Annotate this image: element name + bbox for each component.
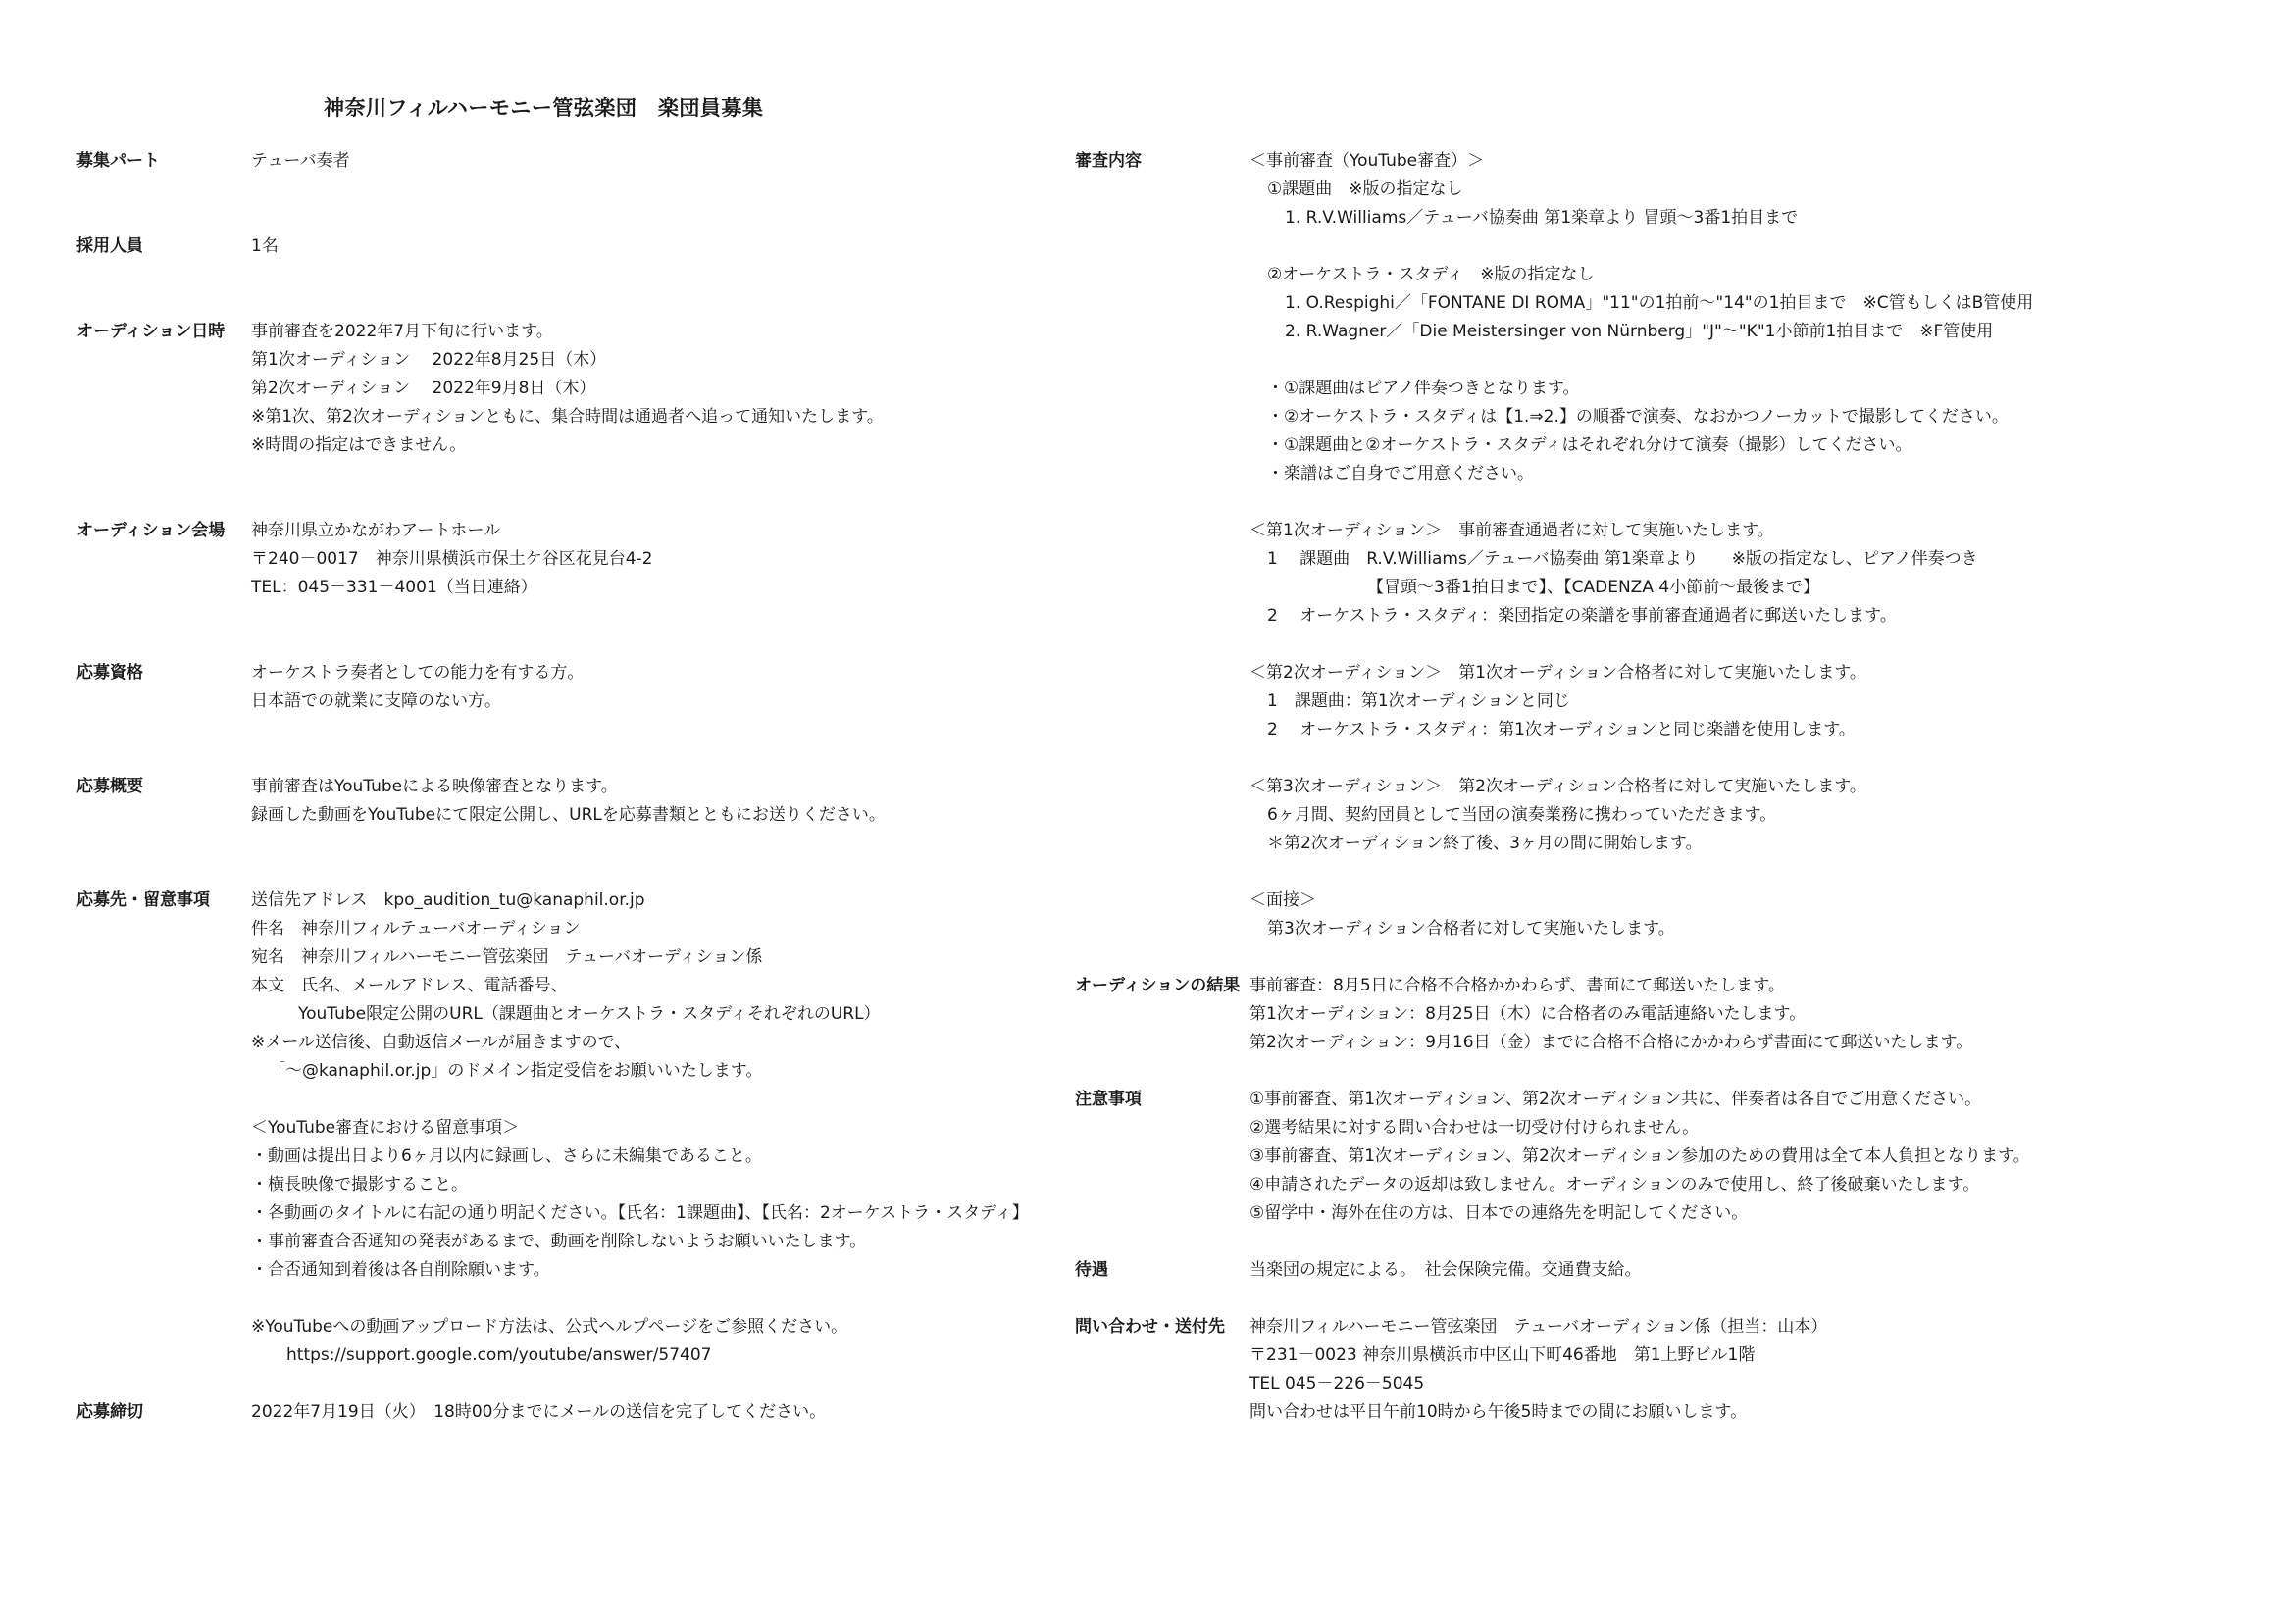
section-label: 問い合わせ・送付先 (1075, 1317, 1225, 1337)
spacer (76, 1370, 1067, 1398)
text-line: 〒231－0023 神奈川県横浜市中区山下町46番地 第1上野ビル1階 (1249, 1345, 1756, 1365)
section-body (1249, 1256, 2252, 1285)
spacer (76, 716, 1067, 744)
text-line: ・事前審査合否通知の発表があるまで、動画を削除しないようお願いいたします。 (251, 1232, 867, 1251)
text-line: 〒240－0017 神奈川県横浜市保土ケ谷区花見台4-2 (251, 549, 653, 569)
spacer (1249, 488, 2252, 517)
section-label: 採用人員 (76, 236, 143, 256)
text-line: 第1次オーディション 2022年8月25日（木） (251, 350, 607, 370)
document-title: 神奈川フィルハーモニー管弦楽団 楽団員募集 (324, 96, 764, 120)
spacer (76, 261, 1067, 289)
spacer (76, 858, 1067, 887)
text-line: ③事前審査、第1次オーディション、第2次オーディション参加のための費用は全て本人負担となります。 (1249, 1146, 2030, 1166)
text-line: ＜第1次オーディション＞ 事前審査通過者に対して実施いたします。 (1249, 521, 1774, 540)
section-label: 応募資格 (76, 663, 143, 683)
text-line: ②オーケストラ・スタディ ※版の指定なし (1267, 265, 1595, 284)
section-body (251, 517, 1067, 602)
text-line: ※時間の指定はできません。 (251, 435, 467, 455)
section-label: 待遇 (1075, 1260, 1108, 1280)
text-line: 1 課題曲 R.V.Williams／テューバ協奏曲 第1楽章より ※版の指定なし、ピアノ伴奏つき (1267, 549, 1978, 569)
text-line: ・横長映像で撮影すること。 (251, 1175, 468, 1194)
left-column (76, 147, 1067, 1427)
spacer (1249, 346, 2252, 375)
spacer (76, 631, 1067, 659)
text-line: ＜面接＞ (1249, 890, 1316, 910)
section-body (251, 773, 1067, 830)
text-line: 「～@kanaphil.or.jp」のドメイン指定受信をお願いいたします。 (269, 1061, 763, 1081)
section (76, 773, 1067, 830)
spacer (251, 1285, 1067, 1313)
text-line: 神奈川県立かながわアートホール (251, 521, 501, 540)
section-body (1249, 1313, 2252, 1427)
section (76, 517, 1067, 602)
text-line: 当楽団の規定による。 社会保険完備。交通費支給。 (1249, 1260, 1642, 1280)
section-body (1249, 972, 2252, 1057)
spacer (1249, 232, 2252, 261)
spacer (1249, 744, 2252, 773)
section-body (251, 147, 1067, 176)
text-line: ＜YouTube審査における留意事項＞ (251, 1118, 520, 1138)
section (1075, 1313, 2252, 1427)
spacer (1075, 1285, 2252, 1313)
spacer (76, 460, 1067, 488)
section (76, 887, 1067, 1370)
section (76, 659, 1067, 716)
text-line: ※YouTubeへの動画アップロード方法は、公式ヘルプページをご参照ください。 (251, 1317, 848, 1337)
text-line: 1名 (251, 236, 279, 256)
spacer (1075, 1057, 2252, 1086)
section-body (251, 659, 1067, 716)
section-label: 注意事項 (1075, 1090, 1142, 1109)
text-line: ・楽譜はご自身でご用意ください。 (1267, 464, 1534, 483)
text-line: 事前審査を2022年7月下旬に行います。 (251, 322, 553, 341)
text-line: 日本語での就業に支障のない方。 (251, 691, 501, 711)
text-line: ※第1次、第2次オーディションともに、集合時間は通過者へ追って通知いたします。 (251, 407, 884, 427)
text-line: ・各動画のタイトルに右記の通り明記ください。【氏名：1課題曲】、【氏名：2オーケストラ・スタディ】 (251, 1203, 1029, 1223)
text-line: TEL：045－331－4001（当日連絡） (251, 578, 537, 597)
right-column (1075, 147, 2252, 1427)
section (1075, 147, 2252, 943)
spacer (76, 176, 1067, 204)
text-line: 1 課題曲：第1次オーディションと同じ (1267, 691, 1570, 711)
text-line: ①課題曲 ※版の指定なし (1267, 179, 1463, 199)
text-line: ＜第3次オーディション＞ 第2次オーディション合格者に対して実施いたします。 (1249, 777, 1866, 796)
spacer (76, 289, 1067, 318)
section (1075, 972, 2252, 1057)
spacer (76, 204, 1067, 232)
spacer (76, 602, 1067, 631)
text-line: 本文 氏名、メールアドレス、電話番号、 (251, 976, 568, 995)
text-line: TEL 045－226－5045 (1249, 1374, 1425, 1394)
text-line: 6ヶ月間、契約団員として当団の演奏業務に携わっていただきます。 (1267, 805, 1777, 825)
text-line: 第1次オーディション：8月25日（木）に合格者のみ電話連絡いたします。 (1249, 1004, 1807, 1024)
section-label: オーディションの結果 (1075, 976, 1241, 995)
text-line: ①事前審査、第1次オーディション、第2次オーディション共に、伴奏者は各自でご用意ください。 (1249, 1090, 1982, 1109)
text-line: 2 オーケストラ・スタディ：楽団指定の楽譜を事前審査通過者に郵送いたします。 (1267, 606, 1897, 626)
text-line: ＊第2次オーディション終了後、3ヶ月の間に開始します。 (1267, 834, 1703, 853)
text-line: ＜第2次オーディション＞ 第1次オーディション合格者に対して実施いたします。 (1249, 663, 1866, 683)
section-label: 審査内容 (1075, 151, 1142, 171)
spacer (1075, 943, 2252, 972)
section-label: 応募概要 (76, 777, 143, 796)
spacer (1249, 858, 2252, 887)
spacer (251, 1086, 1067, 1114)
text-line: YouTube限定公開のURL（課題曲とオーケストラ・スタディそれぞれのURL） (298, 1004, 881, 1024)
text-line: 事前審査：8月5日に合格不合格かかわらず、書面にて郵送いたします。 (1249, 976, 1785, 995)
text-line: オーケストラ奏者としての能力を有する方。 (251, 663, 585, 683)
spacer (1075, 1228, 2252, 1256)
text-line: 件名 神奈川フィルテューバオーディション (251, 919, 581, 939)
section (76, 318, 1067, 460)
section (76, 232, 1067, 261)
section-body (1249, 1086, 2252, 1228)
text-line: https://support.google.com/youtube/answer/57407 (286, 1345, 712, 1365)
section (76, 1398, 1067, 1427)
section (1075, 1086, 2252, 1228)
text-line: 第2次オーディション：9月16日（金）までに合格不合格にかかわらず書面にて郵送いたします。 (1249, 1033, 1973, 1052)
text-line: ・①課題曲と②オーケストラ・スタディはそれぞれ分けて演奏（撮影）してください。 (1267, 435, 1912, 455)
text-line: ②選考結果に対する問い合わせは一切受け付けられません。 (1249, 1118, 1700, 1138)
section-body (251, 232, 1067, 261)
text-line: 神奈川フィルハーモニー管弦楽団 テューバオーディション係（担当：山本） (1249, 1317, 1828, 1337)
text-line: 2. R.Wagner／「Die Meistersinger von Nürnberg」"J"～"K"1小節前1拍目まで ※F管使用 (1285, 322, 1994, 341)
section-body (251, 887, 1067, 1370)
text-line: 宛名 神奈川フィルハーモニー管弦楽団 テューバオーディション係 (251, 947, 763, 967)
text-line: 第3次オーディション合格者に対して実施いたします。 (1267, 919, 1675, 939)
section-body (1249, 147, 2252, 943)
section-label: 応募先・留意事項 (76, 890, 210, 910)
text-line: 2 オーケストラ・スタディ：第1次オーディションと同じ楽譜を使用します。 (1267, 720, 1856, 739)
text-line: 問い合わせは平日午前10時から午後5時までの間にお願いします。 (1249, 1402, 1748, 1422)
section-label: オーディション日時 (76, 322, 226, 341)
section-label: 応募締切 (76, 1402, 143, 1422)
text-line: ・動画は提出日より6ヶ月以内に録画し、さらに未編集であること。 (251, 1146, 762, 1166)
text-line: ・合否通知到着後は各自削除願います。 (251, 1260, 550, 1280)
text-line: 事前審査はYouTubeによる映像審査となります。 (251, 777, 618, 796)
text-line: 2022年7月19日（火） 18時00分までにメールの送信を完了してください。 (251, 1402, 827, 1422)
text-line: ＜事前審査（YouTube審査）＞ (1249, 151, 1485, 171)
text-line: ⑤留学中・海外在住の方は、日本での連絡先を明記してください。 (1249, 1203, 1749, 1223)
text-line: 【冒頭～3番1拍目まで】、【CADENZA 4小節前～最後まで】 (1367, 578, 1820, 597)
section (1075, 1256, 2252, 1285)
text-line: 1. O.Respighi／「FONTANE DI ROMA」"11"の1拍前～"14"の1拍目まで ※C管もしくはB管使用 (1285, 293, 2034, 313)
text-line: ・②オーケストラ・スタディは【1.⇒2.】の順番で演奏、なおかつノーカットで撮影してください。 (1267, 407, 2009, 427)
text-line: ※メール送信後、自動返信メールが届きますので、 (251, 1033, 632, 1052)
text-line: 送信先アドレス kpo_audition_tu@kanaphil.or.jp (251, 890, 645, 910)
text-line: 第2次オーディション 2022年9月8日（木） (251, 379, 596, 398)
section-label: オーディション会場 (76, 521, 226, 540)
text-line: 1. R.V.Williams／テューバ協奏曲 第1楽章より 冒頭～3番1拍目まで (1285, 208, 1799, 228)
text-line: ・①課題曲はピアノ伴奏つきとなります。 (1267, 379, 1580, 398)
section-body (251, 318, 1067, 460)
spacer (76, 830, 1067, 858)
section-label: 募集パート (76, 151, 160, 171)
spacer (76, 488, 1067, 517)
section (76, 147, 1067, 176)
spacer (1249, 631, 2252, 659)
spacer (76, 744, 1067, 773)
section-body (251, 1398, 1067, 1427)
text-line: 録画した動画をYouTubeにて限定公開し、URLを応募書類とともにお送りください。 (251, 805, 886, 825)
text-line: テューバ奏者 (251, 151, 350, 171)
text-line: ④申請されたデータの返却は致しません。オーディションのみで使用し、終了後破棄いたします。 (1249, 1175, 1980, 1194)
